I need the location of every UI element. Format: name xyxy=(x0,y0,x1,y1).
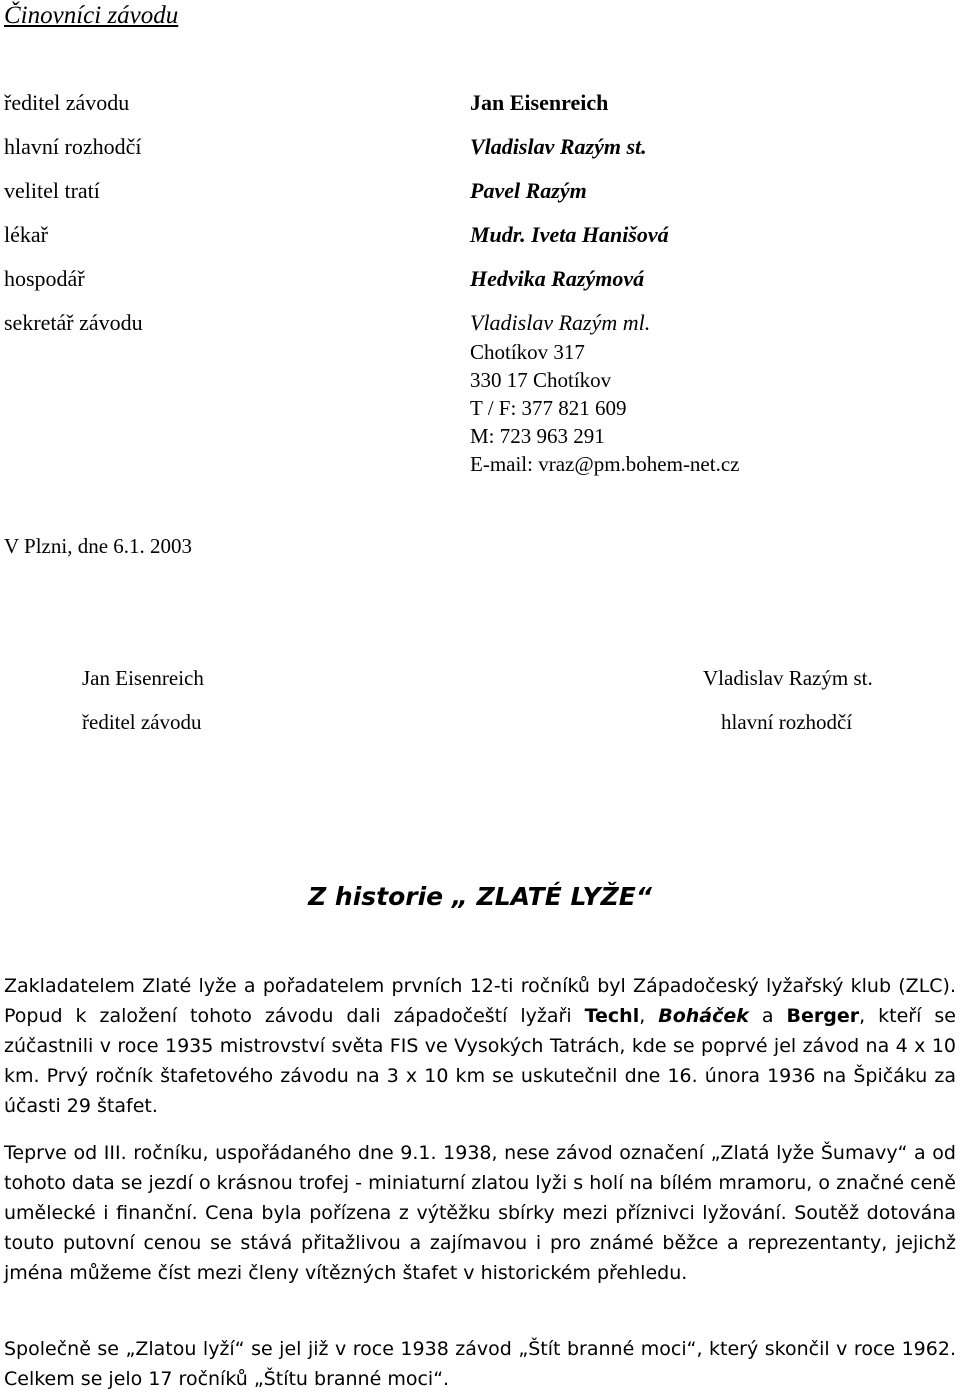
history-text: , xyxy=(639,1005,659,1027)
signature-left-name: Jan Eisenreich xyxy=(82,666,204,690)
mobile-phone: M: 723 963 291 xyxy=(470,424,605,448)
skier-name-berger: Berger xyxy=(786,1005,860,1027)
official-name: Vladislav Razým ml. xyxy=(470,310,651,335)
official-name: Pavel Razým xyxy=(470,178,587,203)
email-address: E-mail: vraz@pm.bohem-net.cz xyxy=(470,452,740,476)
official-role: velitel tratí xyxy=(4,178,100,203)
skier-name-techl: Techl xyxy=(584,1005,640,1027)
page-heading: Činovníci závodu xyxy=(4,2,179,29)
address-line: Chotíkov 317 xyxy=(470,340,585,364)
signature-right-name: Vladislav Razým st. xyxy=(703,666,873,690)
history-paragraph-2: Teprve od III. ročníku, uspořádaného dne 9.1. 1938, nese závod označení „Zlatá lyže Šumavy“ a od tohoto data se jezdí o krásnou trofej - miniaturní zlatou lyži s holí na bílém mramoru, o značné ceně umělecké i finanční. Cena byla pořízena z výtěžku sbírky mezi příznivci lyžování. Soutěž dotována touto putovní cenou se stává přitažlivou a zajímavou i pro známé běžce a reprezentanty, jejichž jména můžeme číst mezi členy vítězných štafet v historickém přehledu. xyxy=(4,1142,956,1284)
date-line: V Plzni, dne 6.1. 2003 xyxy=(4,534,193,558)
phone-fax: T / F: 377 821 609 xyxy=(470,396,627,420)
address-line: 330 17 Chotíkov xyxy=(470,368,612,392)
history-text: a xyxy=(748,1005,787,1027)
official-name: Mudr. Iveta Hanišová xyxy=(470,222,669,247)
official-role: ředitel závodu xyxy=(4,90,130,115)
official-role: sekretář závodu xyxy=(4,310,143,335)
signature-right-role: hlavní rozhodčí xyxy=(721,710,853,734)
official-name: Jan Eisenreich xyxy=(470,90,609,115)
official-role: hospodář xyxy=(4,266,85,291)
history-text: Zakladatelem Zlaté lyže a pořadatelem prvních 12-ti ročníků byl Západočeský lyžařský klub (ZLC). Popud k založení tohoto závodu dali západočeští lyžaři xyxy=(4,975,956,1027)
history-paragraph-1 xyxy=(4,971,956,1121)
official-role: hlavní rozhodčí xyxy=(4,134,142,159)
history-text: , kteří se zúčastnili v roce 1935 mistrovství světa FIS ve Vysokých Tatrách, kde se poprvé jel závod na 4 x 10 km. Prvý ročník štafetového závodu na 3 x 10 km se uskutečnil dne 16. února 1936 na Špičáku za účasti 29 štafet. xyxy=(4,1005,956,1117)
history-paragraph-3: Společně se „Zlatou lyží“ se jel již v roce 1938 závod „Štít branné moci“, který skončil v roce 1962. Celkem se jelo 17 ročníků „Štítu branné moci“. xyxy=(4,1338,956,1390)
official-name: Vladislav Razým st. xyxy=(470,134,647,159)
skier-name-bohacek: Boháček xyxy=(658,1005,749,1027)
signature-left-role: ředitel závodu xyxy=(82,710,202,734)
history-title: Z historie „ ZLATÉ LYŽE“ xyxy=(308,882,652,911)
official-role: lékař xyxy=(4,222,48,247)
official-name: Hedvika Razýmová xyxy=(470,266,645,291)
